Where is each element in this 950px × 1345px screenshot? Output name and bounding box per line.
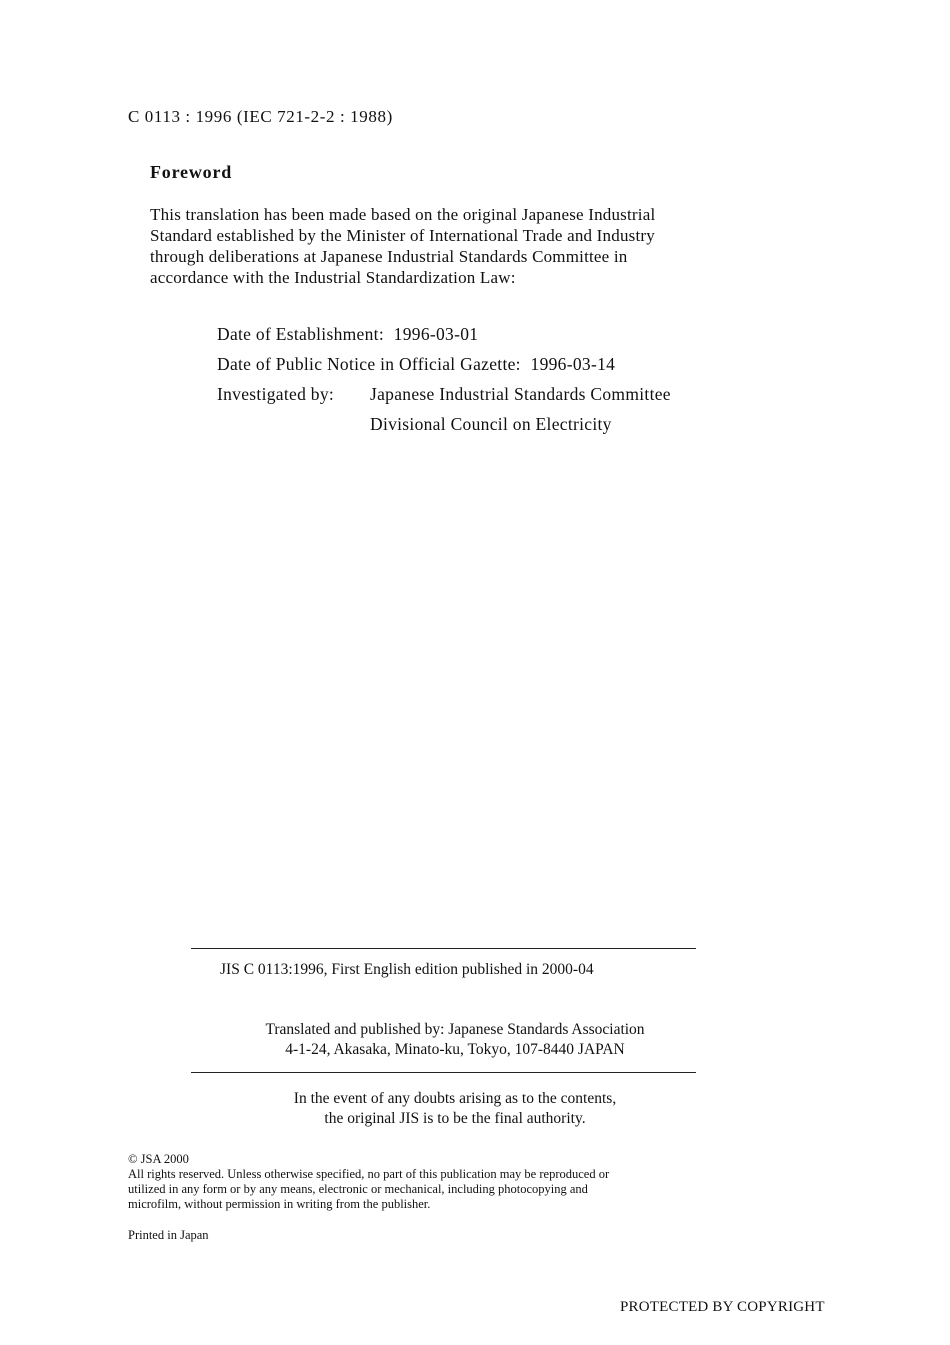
edition-line: JIS C 0113:1996, First English edition published in 2000-04: [220, 961, 594, 978]
rights-line: microfilm, without permission in writing from the publisher.: [128, 1197, 431, 1211]
gazette-notice-row: [217, 354, 615, 375]
publisher-block: [190, 1020, 720, 1060]
foreword-line: accordance with the Industrial Standardization Law:: [150, 268, 516, 287]
publisher-name: Translated and published by: Japanese Standards Association: [265, 1021, 645, 1038]
copyright-notice: © JSA 2000: [128, 1152, 189, 1166]
printed-in: Printed in Japan: [128, 1228, 209, 1242]
investigated-by-committee: Japanese Industrial Standards Committee: [370, 384, 671, 404]
foreword-line: Standard established by the Minister of International Trade and Industry: [150, 226, 655, 245]
divider-bottom: [191, 1072, 696, 1073]
rights-line: utilized in any form or by any means, electronic or mechanical, including photocopying and: [128, 1182, 588, 1196]
authority-line: the original JIS is to be the final authority.: [324, 1110, 586, 1127]
establishment-date-label: Date of Establishment:: [217, 324, 384, 344]
foreword-line: This translation has been made based on the original Japanese Industrial: [150, 205, 656, 224]
divider-top: [191, 948, 696, 949]
authority-line: In the event of any doubts arising as to the contents,: [293, 1090, 617, 1107]
publisher-address: 4-1-24, Akasaka, Minato-ku, Tokyo, 107-8440 JAPAN: [285, 1041, 625, 1058]
gazette-notice-value: 1996-03-14: [530, 354, 616, 374]
establishment-date-row: [217, 324, 478, 345]
rights-line: All rights reserved. Unless otherwise specified, no part of this publication may be reproduced or: [128, 1167, 610, 1181]
standard-number: C 0113 : 1996 (IEC 721-2-2 : 1988): [128, 107, 393, 126]
gazette-notice-label: Date of Public Notice in Official Gazette:: [217, 354, 521, 374]
rights-statement: [128, 1167, 768, 1212]
foreword-body: [150, 204, 770, 288]
foreword-title: Foreword: [150, 162, 233, 182]
protected-notice: PROTECTED BY COPYRIGHT: [620, 1299, 825, 1315]
investigated-by-council: Divisional Council on Electricity: [370, 414, 612, 434]
authority-notice: [190, 1089, 720, 1129]
foreword-line: through deliberations at Japanese Industrial Standards Committee in: [150, 247, 628, 266]
investigated-by-label: Investigated by:: [217, 384, 335, 404]
establishment-date-value: 1996-03-01: [393, 324, 479, 344]
